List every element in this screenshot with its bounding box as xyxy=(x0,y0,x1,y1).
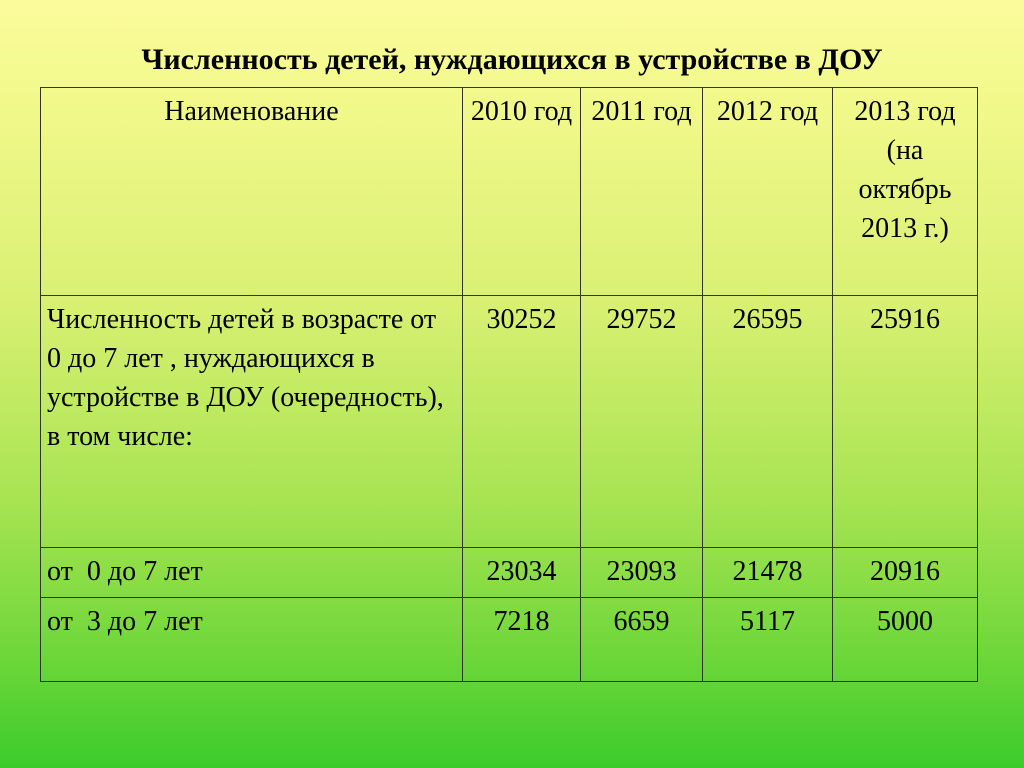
table-row xyxy=(41,296,978,548)
row-label: от 3 до 7 лет xyxy=(41,598,463,682)
table-header-row xyxy=(41,88,978,296)
header-2013: 2013 год (на октябрь 2013 г.) xyxy=(833,88,978,296)
table-cell: 30252 xyxy=(463,296,581,548)
table-cell: 6659 xyxy=(581,598,703,682)
table-cell: 21478 xyxy=(703,548,833,598)
header-name: Наименование xyxy=(41,88,463,296)
table-cell: 5000 xyxy=(833,598,978,682)
header-2012: 2012 год xyxy=(703,88,833,296)
table-row xyxy=(41,548,978,598)
table-cell: 20916 xyxy=(833,548,978,598)
children-queue-table xyxy=(40,87,978,682)
row-label: от 0 до 7 лет xyxy=(41,548,463,598)
table-cell: 25916 xyxy=(833,296,978,548)
table-cell: 26595 xyxy=(703,296,833,548)
header-2010: 2010 год xyxy=(463,88,581,296)
table-cell: 23034 xyxy=(463,548,581,598)
table-cell: 29752 xyxy=(581,296,703,548)
table-cell: 23093 xyxy=(581,548,703,598)
table-cell: 7218 xyxy=(463,598,581,682)
table-row xyxy=(41,598,978,682)
table-cell: 5117 xyxy=(703,598,833,682)
page-title: Численность детей, нуждающихся в устройстве в ДОУ xyxy=(141,43,883,76)
header-2011: 2011 год xyxy=(581,88,703,296)
row-label: Численность детей в возрасте от 0 до 7 лет , нуждающихся в устройстве в ДОУ (очередность), в том числе: xyxy=(41,296,463,548)
